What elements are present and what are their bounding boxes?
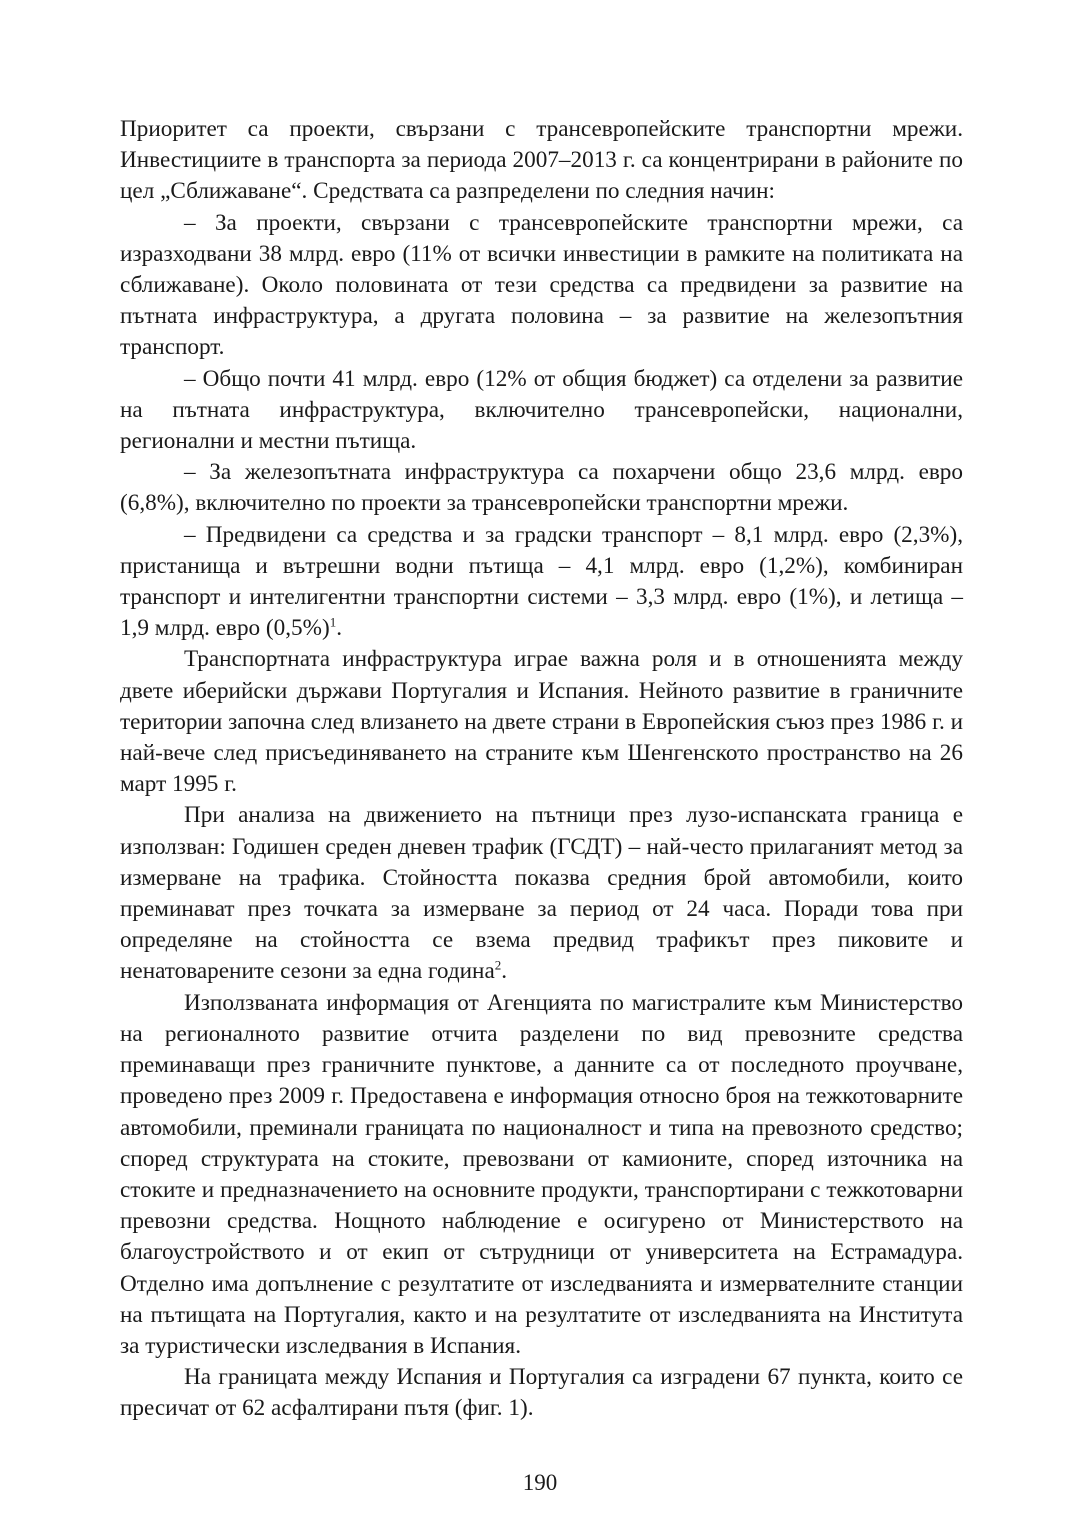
paragraph-tail: . bbox=[336, 615, 342, 642]
paragraph-text: При анализа на движението на пътници през лузо-испанската граница е използван: Годишен среден дневен трафик (ГСДТ) – най-често прилаганият метод за измерване на трафика. Стойността показва средния брой автомобили, които преминават през точката за измерване за период от 24 часа. Поради това при определяне на стойността се взема предвид трафикът през пиковите и ненатоварените сезони за една година bbox=[120, 802, 963, 985]
paragraph-text: – За железопътната инфраструктура са похарчени общо 23,6 млрд. евро (6,8%), включително по проекти за трансевропейски транспортни мрежи. bbox=[120, 459, 963, 517]
paragraph-text: На границата между Испания и Португалия са изградени 67 пункта, които се пресичат от 62 асфалтирани пътя (фиг. 1). bbox=[120, 1364, 963, 1422]
paragraph-tail: . bbox=[501, 958, 508, 985]
paragraph-border-points bbox=[120, 1362, 963, 1424]
document-body bbox=[120, 114, 963, 1425]
paragraph-railway-infrastructure bbox=[120, 457, 963, 519]
footnote-marker: 1 bbox=[329, 614, 337, 630]
page-number: 190 bbox=[522, 1470, 558, 1495]
paragraph-text: Използваната информация от Агенцията по магистралите към Министерство на регионалното развитие отчита разделени по вид превозните средства преминаващи през граничните пунктове, а данните са от последното проучване, проведено през 2009 г. Предоставена е информация относно броя на тежкотоварните автомобили, преминали границата по националност и типа на превозното средство; според структурата на стоките, превозвани от камионите, според източника на стоките и предназначението на основните продукти, транспортирани с тежкотоварни превозни средства. Нощното наблюдение е осигурено от Министерството на благоустройството и от екип от сътрудници от университета на Естрамадура. Отделно има допълнение с резултатите от изследванията и измервателните станции на пътищата на Португалия, както и на резултатите от изследванията на Института за туристически изследвания в Испания. bbox=[120, 989, 963, 1359]
footnote-marker: 2 bbox=[494, 957, 502, 973]
paragraph-text: Приоритет са проекти, свързани с трансевропейските транспортни мрежи. Инвестициите в транспорта за периода 2007–2013 г. са концентрирани в районите по цел „Сближаване“. Средствата са разпределени по следния начин: bbox=[120, 116, 963, 205]
paragraph-text: – Предвидени са средства и за градски транспорт – 8,1 млрд. евро (2,3%), пристанища и вътрешни водни пътища – 4,1 млрд. евро (1,2%), комбиниран транспорт и интелигентни транспортни системи – 3,3 млрд. евро (1%), и летища – 1,9 млрд. евро (0,5%) bbox=[120, 521, 963, 642]
paragraph-road-infrastructure bbox=[120, 364, 963, 458]
paragraph-other-transport bbox=[120, 520, 963, 645]
paragraph-text: Транспортната инфраструктура играе важна роля и в отношенията между двете иберийски държави Португалия и Испания. Нейното развитие в граничните територии започна след влизането на двете страни в Европейския съюз през 1986 г. и най-вече след присъединяването на страните към Шенгенското пространство на 26 март 1995 г. bbox=[120, 646, 963, 798]
paragraph-text: – За проекти, свързани с трансевропейските транспортни мрежи, са изразходвани 38 млрд. евро (11% от всички инвестиции в рамките на политиката на сближаване). Около половината от тези средства са предвидени за развитие на пътната инфраструктура, а другата половина – за развитие на железопътния транспорт. bbox=[120, 209, 963, 361]
paragraph-information-sources bbox=[120, 988, 963, 1362]
paragraph-text: – Общо почти 41 млрд. евро (12% от общия бюджет) са отделени за развитие на пътната инфраструктура, включително трансевропейски, национални, регионални и местни пътища. bbox=[120, 365, 963, 455]
paragraph-iberian-states bbox=[120, 644, 963, 800]
paragraph-traffic-analysis bbox=[120, 800, 963, 987]
paragraph-trans-european-networks bbox=[120, 208, 963, 364]
paragraph-intro bbox=[120, 114, 963, 208]
